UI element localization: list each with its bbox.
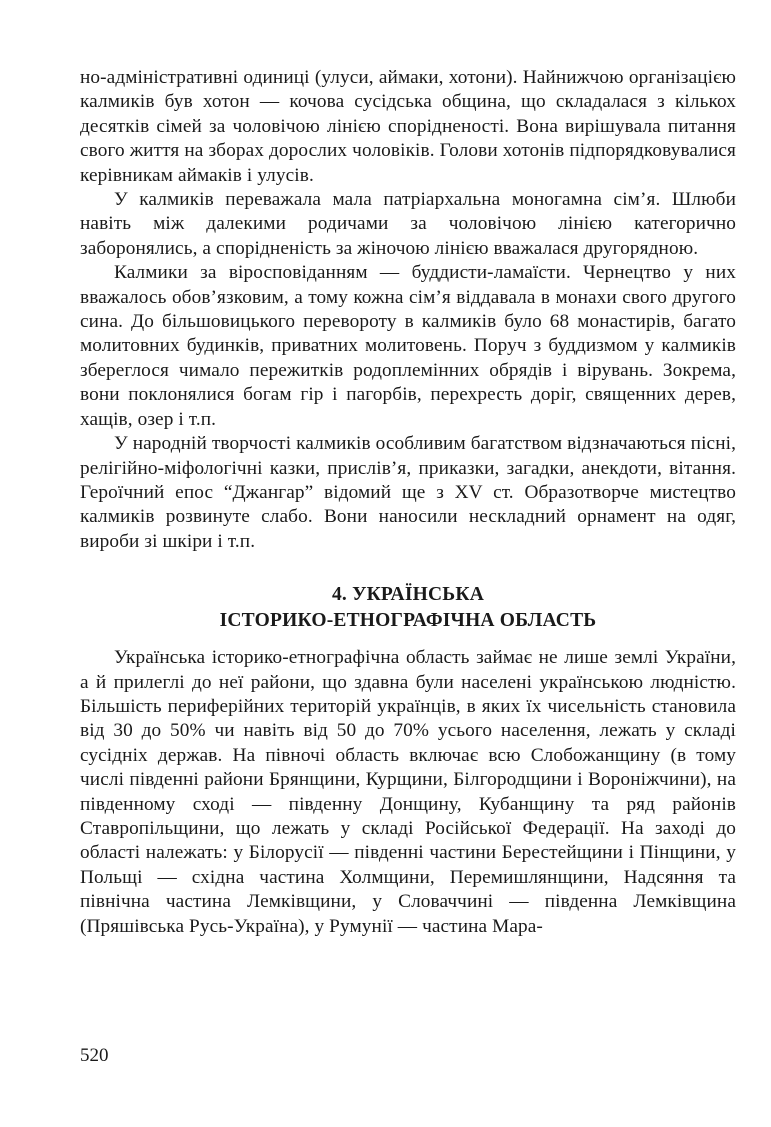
- paragraph-religion: Калмики за віросповіданням — буддисти-ламаїсти. Чернецтво у них вважалось обов’язковим, а тому кожна сім’я віддавала в монахи свого другого сина. До більшовицького перевороту в калмиків було 68 монастирів, багато молитовних будинків, приватних молитовень. Поруч з буддизмом у калмиків збереглося чимало пережитків родоплемінних обрядів і вірувань. Зокрема, вони поклонялися богам гір і пагорбів, перехресть доріг, священних дерев, хащів, озер і т.п.: [80, 262, 736, 430]
- page-number: 520: [80, 1045, 109, 1066]
- page-body: [80, 66, 736, 939]
- paragraph-ukrainian-area: Українська історико-етнографічна область займає не лише землі України, а й прилеглі до неї райони, що здавна були населені українською людністю. Більшість периферійних територій українців, в яких їх чисельність становила від 30 до 50% чи навіть від 50 до 70% усього населення, лежать у складі сусідніх держав. На півночі область включає всю Слобожанщину (в тому числі південні райони Брянщини, Курщини, Білгородщини і Воронiжчини), на південному сході — південну Донщину, Кубанщину та ряд районів Ставропільщини, що лежать у складі Російської Федерації. На заході до області належать: у Білорусії — південні частини Берестейщини і Пінщини, у Польщі — східна частина Холмщини, Перемишлянщини, Надсяння та північна частина Лемківщини, у Словаччині — південна Лемківщина (Пряшівська Русь-Україна), у Румунії — частина Мара-: [80, 647, 736, 937]
- section-heading-line-2: ІСТОРИКО-ЕТНОГРАФІЧНА ОБЛАСТЬ: [219, 610, 597, 632]
- paragraph-folklore: У народній творчості калмиків особливим багатством відзначаються пісні, релігійно-міфологічні казки, прислів’я, приказки, загадки, анекдоти, вітання. Героїчний епос “Джангар” відомий ще з XV ст. Образотворче мистецтво калмиків розвинуте слабо. Вони наносили нескладний орнамент на одяг, вироби зі шкіри і т.п.: [80, 433, 736, 552]
- section-heading: [80, 582, 736, 634]
- paragraph-continuation: но-адміністративні одиниці (улуси, аймаки, хотони). Найнижчою організацією калмиків був хотон — кочова сусідська община, що складалася з кількох десятків сімей за чоловічою лінією спорідненості. Вона вирішувала питання свого життя на зборах дорослих чоловіків. Голови хотонів підпорядковувалися керівникам аймаків і улусів.: [80, 67, 736, 186]
- paragraph-family: У калмиків переважала мала патріархальна моногамна сім’я. Шлюби навіть між далекими родичами за чоловічою лінією категорично заборонялись, а спорідненість за жіночою лінією вважалася другорядною.: [80, 189, 736, 259]
- section-heading-line-1: 4. УКРАЇНСЬКА: [331, 584, 484, 606]
